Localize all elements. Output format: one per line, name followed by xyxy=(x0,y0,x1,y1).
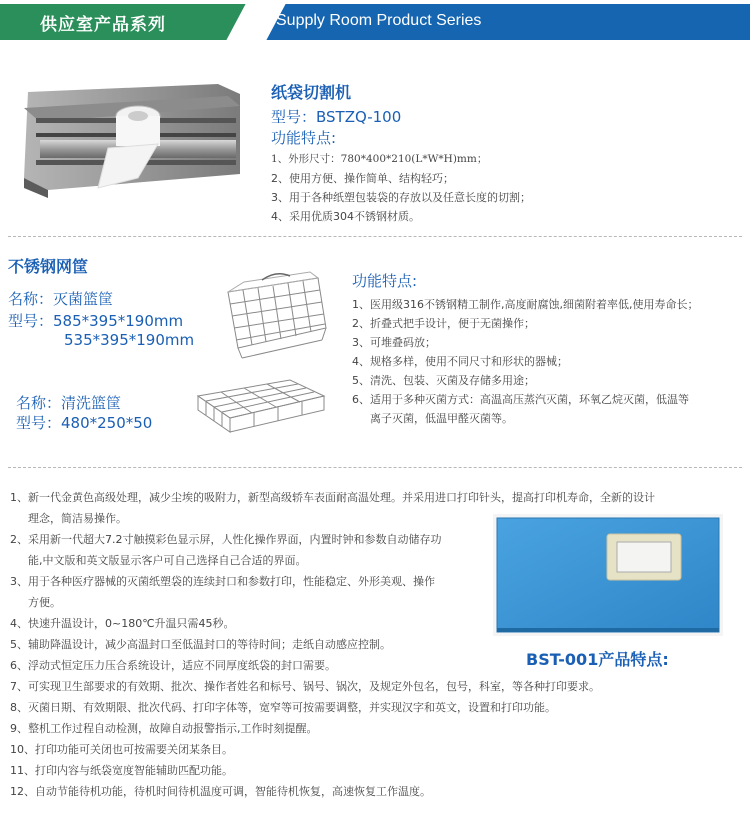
paper-bag-cutting-machine-photo xyxy=(18,78,246,200)
basket-features-title: 功能特点: xyxy=(352,272,418,290)
list-item: 4、规格多样，使用不同尺寸和形状的器械； xyxy=(352,355,568,368)
list-item: 12、自动节能待机功能，待机时间待机温度可调，智能待机恢复，高速恢复工作温度。 xyxy=(10,785,431,798)
sterilization-basket-photo xyxy=(222,270,330,362)
list-item: 8、灭菌日期、有效期限、批次代码、打印字体等，宽窄等可按需要调整，并实现汉字和英文，设置和打印功能。 xyxy=(10,701,556,714)
washing-basket-photo xyxy=(194,374,326,436)
basket-item2-name: 名称：清洗篮筐 xyxy=(16,394,122,412)
list-item: 1、新一代金黄色高级处理，减少尘埃的吸附力，新型高级轿车表面耐高温处理。并采用进口打印针头，提高打印机寿命，全新的设计 理念，简洁易操作。 xyxy=(10,491,655,525)
list-item: 1、外形尺寸：780*400*210(L*W*H)mm； xyxy=(271,153,488,165)
list-item: 10、打印功能可关闭也可按需要关闭某条目。 xyxy=(10,743,233,756)
basket-section-title: 不锈钢网筐 xyxy=(8,257,89,276)
header-title-cn: 供应室产品系列 xyxy=(40,15,166,35)
section-divider xyxy=(8,467,742,468)
list-item: 3、用于各种医疗器械的灭菌纸塑袋的连续封口和参数打印，性能稳定、外形美观、操作 方便。 xyxy=(10,575,435,609)
header-title-en: Supply Room Product Series xyxy=(276,12,482,29)
cutter-title: 纸袋切割机 xyxy=(271,83,352,102)
list-item: 3、可堆叠码放； xyxy=(352,336,436,349)
list-item: 5、清洗、包装、灭菌及存储多用途； xyxy=(352,374,535,387)
list-item: 4、采用优质304不锈钢材质。 xyxy=(271,210,420,223)
sealer-caption: BST-001产品特点: xyxy=(526,650,669,669)
list-item: 9、整机工作过程自动检测，故障自动报警指示,工作时刻提醒。 xyxy=(10,722,318,735)
list-item: 4、快速升温设计，0~180℃升温只需45秒。 xyxy=(10,617,235,630)
list-item: 11、打印内容与纸袋宽度智能辅助匹配功能。 xyxy=(10,764,233,777)
header-banner xyxy=(0,0,750,44)
basket-item1-model: 型号：585*395*190mm xyxy=(8,312,184,330)
cutter-features-list xyxy=(271,150,531,226)
list-item: 7、可实现卫生部要求的有效期、批次、操作者姓名和标号、锅号、锅次，及规定外包名，包号，科室，等各种打印要求。 xyxy=(10,680,600,693)
list-item: 2、使用方便、操作简单、结构轻巧； xyxy=(271,172,454,185)
cutter-model: 型号：BSTZQ-100 xyxy=(271,108,402,126)
list-item: 6、适用于多种灭菌方式：高温高压蒸汽灭菌，环氧乙烷灭菌，低温等 离子灭菌，低温甲醛灭菌等。 xyxy=(352,393,689,425)
basket-item2-model: 型号：480*250*50 xyxy=(16,414,153,432)
section-divider xyxy=(8,236,742,237)
list-item: 5、辅助降温设计，减少高温封口至低温封口的等待时间；走纸自动感应控制。 xyxy=(10,638,391,651)
cutter-features-title: 功能特点: xyxy=(271,129,337,147)
list-item: 2、采用新一代超大7.2寸触摸彩色显示屏，人性化操作界面，内置时钟和参数自动储存功 能,中文版和英文版显示客户可自己选择自己合适的界面。 xyxy=(10,533,442,567)
basket-features-list xyxy=(352,295,698,428)
basket-item1-name: 名称：灭菌篮筐 xyxy=(8,290,114,308)
bst-001-sealing-machine-photo xyxy=(493,514,723,636)
list-item: 3、用于各种纸塑包装袋的存放以及任意长度的切割； xyxy=(271,191,531,204)
list-item: 2、折叠式把手设计，便于无菌操作； xyxy=(352,317,535,330)
basket-item1-model-line2: 535*395*190mm xyxy=(64,331,195,349)
list-item: 1、医用级316不锈钢精工制作,高度耐腐蚀,细菌附着率低,使用寿命长； xyxy=(352,298,699,311)
list-item: 6、浮动式恒定压力压合系统设计，适应不同厚度纸袋的封口需要。 xyxy=(10,659,336,672)
